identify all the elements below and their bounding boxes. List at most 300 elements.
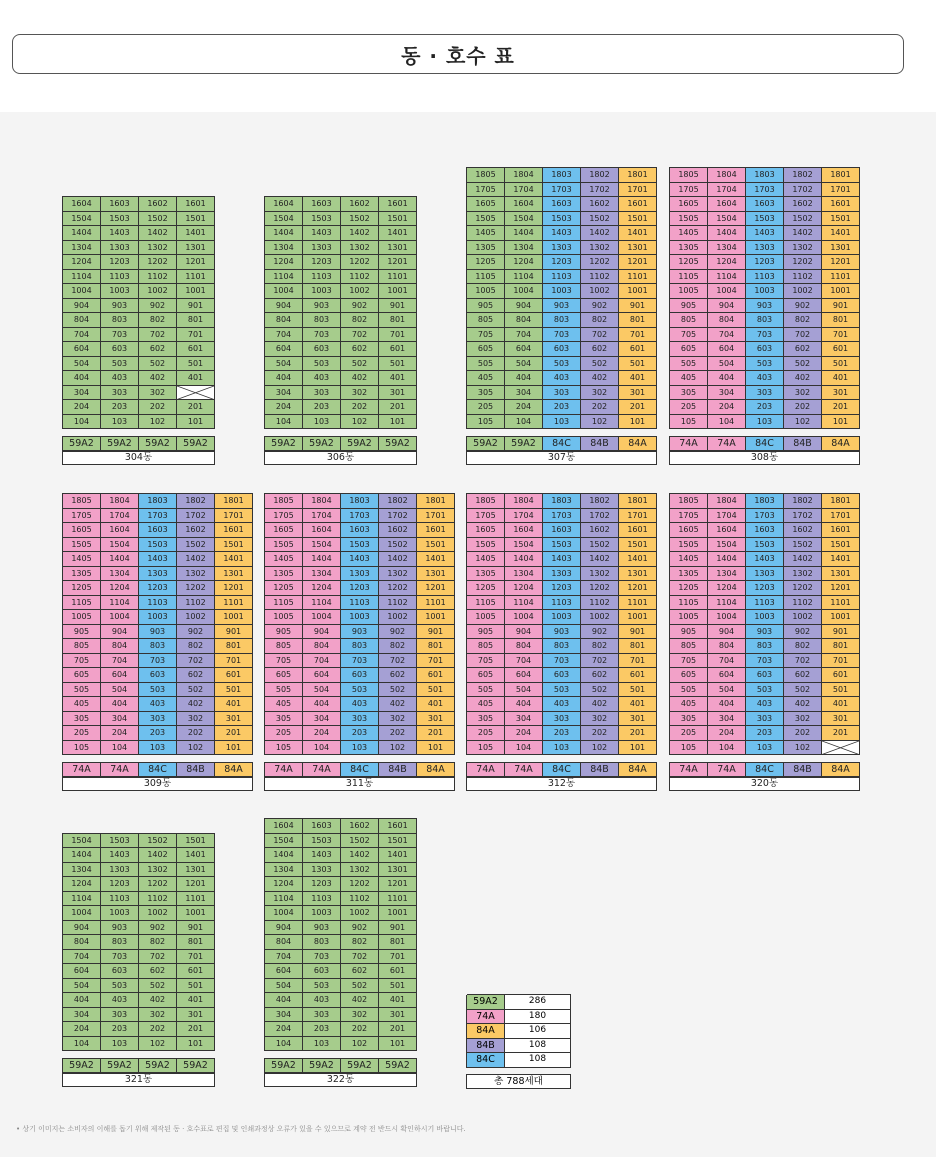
unit-cell: 202: [139, 1022, 177, 1037]
unit-cell: 802: [581, 639, 619, 654]
unit-cell: 1703: [746, 509, 784, 524]
unit-cell: 1804: [708, 168, 746, 183]
unit-cell: 1605: [63, 523, 101, 538]
unit-cell: 804: [265, 313, 303, 328]
unit-cell: 801: [619, 639, 657, 654]
floor-row: [670, 581, 860, 596]
unit-cell: 804: [708, 639, 746, 654]
unit-cell: 103: [101, 1037, 139, 1052]
floor-row: [467, 683, 657, 698]
unit-cell: 1603: [746, 197, 784, 212]
unit-type-label: 84C: [543, 763, 581, 776]
unit-cell: 202: [784, 726, 822, 741]
floor-row: [265, 538, 455, 553]
unit-cell: 1002: [581, 284, 619, 299]
unit-cell: 502: [341, 979, 379, 994]
unit-cell: 1005: [63, 610, 101, 625]
legend-count: 180: [505, 1009, 571, 1025]
unit-cell: 1304: [63, 241, 101, 256]
unit-cell: 405: [265, 697, 303, 712]
unit-cell: 1201: [177, 255, 215, 270]
floor-row: [467, 183, 657, 198]
unit-cell: 605: [467, 668, 505, 683]
building-name: 306동: [264, 451, 417, 465]
unit-cell: 1401: [215, 552, 253, 567]
unit-cell: 604: [708, 342, 746, 357]
unit-cell: 1502: [581, 212, 619, 227]
unit-cell: 1404: [708, 552, 746, 567]
unit-cell: 604: [265, 342, 303, 357]
floor-row: [265, 726, 455, 741]
unit-cell: 804: [505, 639, 543, 654]
unit-cell: 104: [708, 741, 746, 756]
unit-cell: 203: [746, 726, 784, 741]
floor-row: [467, 523, 657, 538]
unit-cell: 401: [177, 371, 215, 386]
unit-cell: 701: [822, 654, 860, 669]
unit-cell: 1103: [746, 596, 784, 611]
unit-cell: 1503: [543, 212, 581, 227]
unit-cell: 303: [303, 386, 341, 401]
unit-cell: 105: [63, 741, 101, 756]
unit-type-label: 59A2: [139, 1059, 177, 1072]
unit-cell: 202: [341, 400, 379, 415]
unit-cell: 801: [215, 639, 253, 654]
unit-cell: 404: [505, 371, 543, 386]
unit-cell: 404: [63, 993, 101, 1008]
building-name: 309동: [62, 777, 253, 791]
unit-cell: 1502: [341, 834, 379, 849]
unit-type-label: 84A: [215, 763, 252, 776]
unit-cell: 505: [467, 683, 505, 698]
unit-cell: 1401: [177, 848, 215, 863]
unit-cell: 903: [101, 299, 139, 314]
floor-row: [265, 328, 417, 343]
unit-cell: 1402: [341, 226, 379, 241]
unit-cell: 101: [177, 1037, 215, 1052]
floor-row: [467, 371, 657, 386]
unit-cell: 302: [139, 386, 177, 401]
unit-cell: 1001: [177, 284, 215, 299]
floor-row: [670, 509, 860, 524]
unit-cell: 1004: [708, 610, 746, 625]
unit-cell: 203: [341, 726, 379, 741]
unit-cell: 1702: [581, 183, 619, 198]
floor-row: [63, 212, 215, 227]
unit-cell: 102: [581, 415, 619, 430]
unit-cell: 103: [543, 415, 581, 430]
unit-cell: 505: [670, 683, 708, 698]
unit-cell: 1403: [341, 552, 379, 567]
unit-cell: 1001: [215, 610, 253, 625]
unit-cell: 602: [784, 342, 822, 357]
unit-cell: 705: [467, 328, 505, 343]
floor-row: [467, 386, 657, 401]
unit-cell: 205: [63, 726, 101, 741]
unit-cell: 1204: [708, 581, 746, 596]
unit-cell: 105: [265, 741, 303, 756]
floor-row: [670, 313, 860, 328]
unit-cell: 702: [784, 654, 822, 669]
floor-row: [670, 270, 860, 285]
unit-cell: 305: [670, 712, 708, 727]
unit-cell: 401: [177, 993, 215, 1008]
unit-cell: 1203: [746, 581, 784, 596]
unit-cell: 1003: [101, 284, 139, 299]
unit-cell: 1103: [746, 270, 784, 285]
unit-cell: 1004: [505, 610, 543, 625]
unit-cell: 401: [822, 371, 860, 386]
unit-cell: 904: [101, 625, 139, 640]
unit-cell: 1405: [670, 552, 708, 567]
unit-cell: 605: [63, 668, 101, 683]
unit-type-label: 74A: [708, 763, 746, 776]
floor-row: [63, 284, 215, 299]
building-name: 322동: [264, 1073, 417, 1087]
unit-cell: 504: [265, 357, 303, 372]
floor-row: [670, 741, 860, 756]
unit-cell: 1104: [708, 270, 746, 285]
floor-row: [467, 654, 657, 669]
floor-row: [63, 581, 253, 596]
floor-row: [467, 270, 657, 285]
unit-cell: 502: [379, 683, 417, 698]
unit-cell: 1201: [417, 581, 455, 596]
unit-cell: 1805: [670, 168, 708, 183]
unit-cell: 404: [63, 371, 101, 386]
floor-row: [63, 1022, 215, 1037]
unit-cell: 204: [63, 1022, 101, 1037]
unit-cell: 203: [101, 400, 139, 415]
unit-cell: 105: [467, 415, 505, 430]
floor-row: [670, 168, 860, 183]
unit-cell: 501: [379, 979, 417, 994]
floor-row: [467, 668, 657, 683]
unit-cell: 104: [708, 415, 746, 430]
unit-cell: 903: [746, 299, 784, 314]
unit-cell: 705: [670, 328, 708, 343]
unit-cell: 1604: [708, 197, 746, 212]
floor-row: [63, 668, 253, 683]
unit-cell: 104: [101, 741, 139, 756]
unit-cell: 1001: [379, 284, 417, 299]
unit-cell: 1503: [101, 212, 139, 227]
unit-cell: 1001: [177, 906, 215, 921]
unit-cell: 704: [63, 950, 101, 965]
unit-grid: [669, 167, 860, 429]
unit-cell: 602: [139, 342, 177, 357]
unit-cell: 204: [101, 726, 139, 741]
unit-cell: 404: [265, 993, 303, 1008]
unit-cell: 803: [303, 313, 341, 328]
unit-cell: 1005: [265, 610, 303, 625]
unit-cell: 501: [619, 683, 657, 698]
unit-cell: 1403: [746, 226, 784, 241]
floor-row: [265, 848, 417, 863]
floor-row: [265, 299, 417, 314]
unit-cell: 704: [265, 950, 303, 965]
floor-row: [63, 1008, 215, 1023]
unit-cell: 1504: [708, 538, 746, 553]
unit-cell: 1305: [670, 241, 708, 256]
unit-cell: 901: [822, 625, 860, 640]
unit-cell: 103: [101, 415, 139, 430]
unit-cell: 603: [303, 964, 341, 979]
unit-cell: 1002: [379, 610, 417, 625]
unit-type-label: 84B: [581, 763, 619, 776]
unit-cell: 404: [708, 697, 746, 712]
unit-type-label: 84B: [177, 763, 215, 776]
unit-cell: 803: [101, 935, 139, 950]
unit-cell: 105: [670, 415, 708, 430]
floor-row: [265, 284, 417, 299]
unit-cell: 502: [581, 683, 619, 698]
unit-cell: 202: [177, 726, 215, 741]
unit-cell: 1601: [215, 523, 253, 538]
floor-row: [265, 1037, 417, 1052]
unit-cell: 301: [177, 1008, 215, 1023]
floor-row: [670, 654, 860, 669]
unit-cell: 1004: [708, 284, 746, 299]
unit-cell: 1703: [139, 509, 177, 524]
unit-cell: 1203: [303, 255, 341, 270]
unit-cell: 802: [784, 313, 822, 328]
unit-cell: 1002: [139, 284, 177, 299]
unit-cell: 102: [581, 741, 619, 756]
unit-cell: 504: [505, 357, 543, 372]
floor-row: [265, 906, 417, 921]
unit-cell: 1104: [505, 596, 543, 611]
unit-cell: 203: [303, 400, 341, 415]
floor-row: [265, 950, 417, 965]
unit-cell: 1204: [505, 255, 543, 270]
unit-cell: 1102: [177, 596, 215, 611]
unit-cell: 801: [379, 935, 417, 950]
unit-cell: 1104: [708, 596, 746, 611]
unit-cell: 304: [708, 712, 746, 727]
unit-cell: 702: [581, 654, 619, 669]
floor-row: [63, 979, 215, 994]
unit-cell: 102: [341, 415, 379, 430]
unit-cell: 1302: [379, 567, 417, 582]
unit-cell: 1503: [746, 538, 784, 553]
unit-cell: 1205: [265, 581, 303, 596]
unit-cell: 102: [784, 741, 822, 756]
unit-cell: 1702: [784, 509, 822, 524]
unit-cell: 1103: [303, 892, 341, 907]
unit-cell: 401: [417, 697, 455, 712]
unit-cell: 1601: [619, 197, 657, 212]
unit-cell: 1303: [341, 567, 379, 582]
unit-cell: 1201: [822, 581, 860, 596]
unit-cell: 1302: [139, 863, 177, 878]
floor-row: [467, 581, 657, 596]
unit-cell: 1304: [303, 567, 341, 582]
unit-cell: 1305: [63, 567, 101, 582]
unit-cell: 1101: [619, 596, 657, 611]
unit-cell: 405: [670, 371, 708, 386]
unit-cell: 201: [379, 400, 417, 415]
unit-cell: 704: [265, 328, 303, 343]
unit-type-row: [264, 436, 417, 451]
floor-row: [265, 935, 417, 950]
unit-type-label: 74A: [670, 437, 708, 450]
unit-cell: 1102: [784, 596, 822, 611]
unit-cell: 1301: [379, 863, 417, 878]
unit-cell: 1304: [708, 241, 746, 256]
unit-cell: 1503: [101, 834, 139, 849]
unit-cell: 501: [822, 683, 860, 698]
unit-cell: 1705: [670, 509, 708, 524]
unit-cell: 204: [708, 400, 746, 415]
unit-cell: 301: [379, 386, 417, 401]
building-name: 304동: [62, 451, 215, 465]
unit-cell: 1001: [822, 284, 860, 299]
unit-cell: 403: [746, 371, 784, 386]
unit-cell: 401: [379, 371, 417, 386]
floor-row: [265, 197, 417, 212]
unit-cell: 803: [746, 313, 784, 328]
unit-cell: 1205: [670, 581, 708, 596]
unit-cell: 504: [63, 357, 101, 372]
unavailable-unit-cell: [177, 386, 215, 401]
unit-cell: 504: [708, 683, 746, 698]
unit-cell: 402: [379, 697, 417, 712]
floor-row: [670, 284, 860, 299]
floor-row: [670, 386, 860, 401]
unit-cell: 302: [177, 712, 215, 727]
unit-type-row: [466, 762, 657, 777]
unit-cell: 503: [746, 683, 784, 698]
unit-cell: 1502: [784, 538, 822, 553]
unit-cell: 501: [417, 683, 455, 698]
floor-row: [670, 328, 860, 343]
floor-row: [467, 241, 657, 256]
unit-grid: [466, 167, 657, 429]
unit-cell: 1102: [139, 270, 177, 285]
unit-cell: 101: [215, 741, 253, 756]
unit-cell: 103: [303, 415, 341, 430]
unit-cell: 903: [341, 625, 379, 640]
unit-cell: 1803: [341, 494, 379, 509]
unit-cell: 1703: [543, 183, 581, 198]
floor-row: [265, 342, 417, 357]
unit-cell: 303: [139, 712, 177, 727]
unit-cell: 1105: [467, 270, 505, 285]
unit-cell: 602: [139, 964, 177, 979]
floor-row: [265, 741, 455, 756]
floor-row: [63, 371, 215, 386]
floor-row: [467, 197, 657, 212]
unit-cell: 701: [619, 328, 657, 343]
unit-type-label: 74A: [505, 763, 543, 776]
unit-cell: 201: [822, 726, 860, 741]
legend-type: 84C: [467, 1052, 505, 1068]
unit-cell: 703: [303, 950, 341, 965]
unit-cell: 304: [63, 386, 101, 401]
unit-cell: 1601: [379, 197, 417, 212]
unit-cell: 602: [784, 668, 822, 683]
unit-cell: 104: [265, 415, 303, 430]
unit-cell: 1301: [379, 241, 417, 256]
unit-cell: 1605: [265, 523, 303, 538]
unit-cell: 1302: [581, 241, 619, 256]
unit-cell: 403: [303, 371, 341, 386]
floor-row: [265, 639, 455, 654]
unit-cell: 1502: [784, 212, 822, 227]
unit-cell: 1203: [303, 877, 341, 892]
unit-cell: 1304: [708, 567, 746, 582]
legend-count: 106: [505, 1023, 571, 1039]
unit-cell: 603: [543, 342, 581, 357]
unit-cell: 801: [177, 935, 215, 950]
unit-cell: 202: [784, 400, 822, 415]
unit-cell: 405: [467, 697, 505, 712]
unit-cell: 604: [265, 964, 303, 979]
floor-row: [63, 415, 215, 430]
unit-cell: 1802: [581, 494, 619, 509]
unit-cell: 601: [417, 668, 455, 683]
floor-row: [265, 993, 417, 1008]
unit-type-label: 59A2: [177, 1059, 214, 1072]
floor-row: [63, 494, 253, 509]
unit-cell: 1505: [670, 212, 708, 227]
unit-cell: 1205: [63, 581, 101, 596]
unit-cell: 1101: [822, 270, 860, 285]
floor-row: [63, 226, 215, 241]
unit-cell: 501: [619, 357, 657, 372]
unit-cell: 1301: [215, 567, 253, 582]
unit-type-label: 59A2: [63, 1059, 101, 1072]
unit-cell: 1603: [303, 197, 341, 212]
floor-row: [467, 168, 657, 183]
unit-cell: 1002: [581, 610, 619, 625]
floor-row: [467, 342, 657, 357]
unit-cell: 1502: [139, 834, 177, 849]
unit-cell: 1501: [379, 834, 417, 849]
unit-type-row: [62, 762, 253, 777]
unit-cell: 1502: [379, 538, 417, 553]
unit-cell: 702: [177, 654, 215, 669]
legend-count: 286: [505, 994, 571, 1010]
floor-row: [265, 523, 455, 538]
unit-cell: 1104: [63, 892, 101, 907]
unit-type-label: 84A: [619, 763, 656, 776]
unit-cell: 902: [177, 625, 215, 640]
unit-cell: 902: [341, 299, 379, 314]
floor-row: [265, 270, 417, 285]
unit-cell: 1302: [784, 241, 822, 256]
unit-cell: 104: [63, 415, 101, 430]
unit-cell: 204: [708, 726, 746, 741]
unit-type-label: 59A2: [63, 437, 101, 450]
unit-cell: 801: [619, 313, 657, 328]
unit-cell: 302: [341, 1008, 379, 1023]
unit-cell: 804: [265, 935, 303, 950]
unit-cell: 1004: [265, 906, 303, 921]
unit-cell: 104: [505, 741, 543, 756]
unit-cell: 202: [341, 1022, 379, 1037]
unit-cell: 104: [265, 1037, 303, 1052]
floor-row: [670, 342, 860, 357]
floor-row: [467, 226, 657, 241]
floor-row: [63, 567, 253, 582]
unit-cell: 403: [139, 697, 177, 712]
unit-cell: 1101: [619, 270, 657, 285]
unit-cell: 304: [505, 386, 543, 401]
unit-cell: 702: [139, 950, 177, 965]
unit-cell: 202: [581, 726, 619, 741]
